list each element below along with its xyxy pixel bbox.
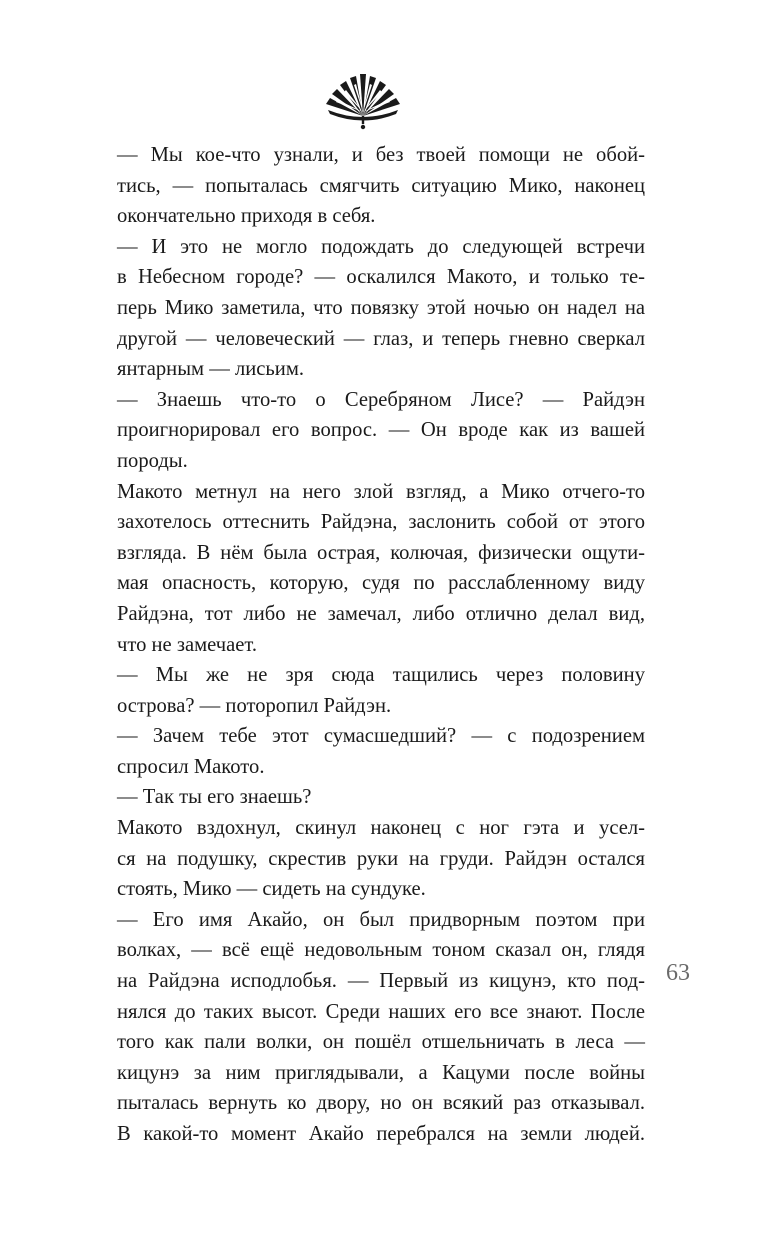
text-line: — Мы же не зря сюда тащились через половину [117,664,645,687]
text-line: волках, — всё ещё недовольным тоном сказал он, глядя [117,939,645,962]
text-line: что не замечает. [117,633,258,656]
body-text [117,140,645,1150]
text-line: — Так ты его знаешь? [117,786,312,809]
text-line: — Мы кое-что узнали, и без твоей помощи не обой- [117,144,645,166]
text-line: — Его имя Акайо, он был придворным поэтом при [117,908,645,931]
text-line: пыталась вернуть ко двору, но он всякий раз отказывал. [117,1092,645,1115]
text-line: — Знаешь что-то о Серебряном Лисе? — Райдэн [117,388,645,411]
folding-fan-icon [320,72,406,132]
text-line: янтарным — лисьим. [117,358,304,381]
text-line: кицунэ за ним приглядывали, а Кацуми после войны [117,1061,645,1084]
text-line: другой — человеческий — глаз, и теперь гневно сверкал [117,327,645,350]
text-line: острова? — поторопил Райдэн. [117,694,392,717]
text-line: окончательно приходя в себя. [117,205,376,228]
text-line: ся на подушку, скрестив руки на груди. Райдэн остался [117,847,645,870]
text-line: спросил Макото. [117,755,265,778]
text-line: на Райдэна исподлобья. — Первый из кицунэ, кто под- [117,970,645,993]
text-line: породы. [117,449,188,472]
text-line: — И это не могло подождать до следующей встречи [117,235,645,258]
text-line: — Зачем тебе этот сумасшедший? — с подозрением [117,725,645,748]
text-line: нялся до таких высот. Среди наших его все знают. После [117,1000,645,1023]
text-line: перь Мико заметила, что повязку этой ночью он надел на [117,296,645,319]
text-line: проигнорировал его вопрос. — Он вроде как из вашей [117,419,645,442]
text-line: захотелось оттеснить Райдэна, заслонить собой от этого [117,511,645,534]
text-line: Райдэна, тот либо не замечал, либо отлично делал вид, [117,602,645,625]
page-number: 63 [666,960,690,986]
text-line: в Небесном городе? — оскалился Макото, и только те- [117,266,645,289]
text-line: стоять, Мико — сидеть на сундуке. [117,878,426,901]
text-line: Макото метнул на него злой взгляд, а Мико отчего-то [117,480,645,503]
text-line: В какой-то момент Акайо перебрался на земли людей. [117,1123,645,1145]
text-line: взгляда. В нём была острая, колючая, физически ощути- [117,541,645,564]
text-line: Макото вздохнул, скинул наконец с ног гэта и усел- [117,817,645,840]
text-line: мая опасность, которую, судя по расслабленному виду [117,572,645,595]
text-line: того как пали волки, он пошёл отшельничать в леса — [117,1031,645,1054]
text-line: тись, — попыталась смягчить ситуацию Мико, наконец [117,174,645,197]
